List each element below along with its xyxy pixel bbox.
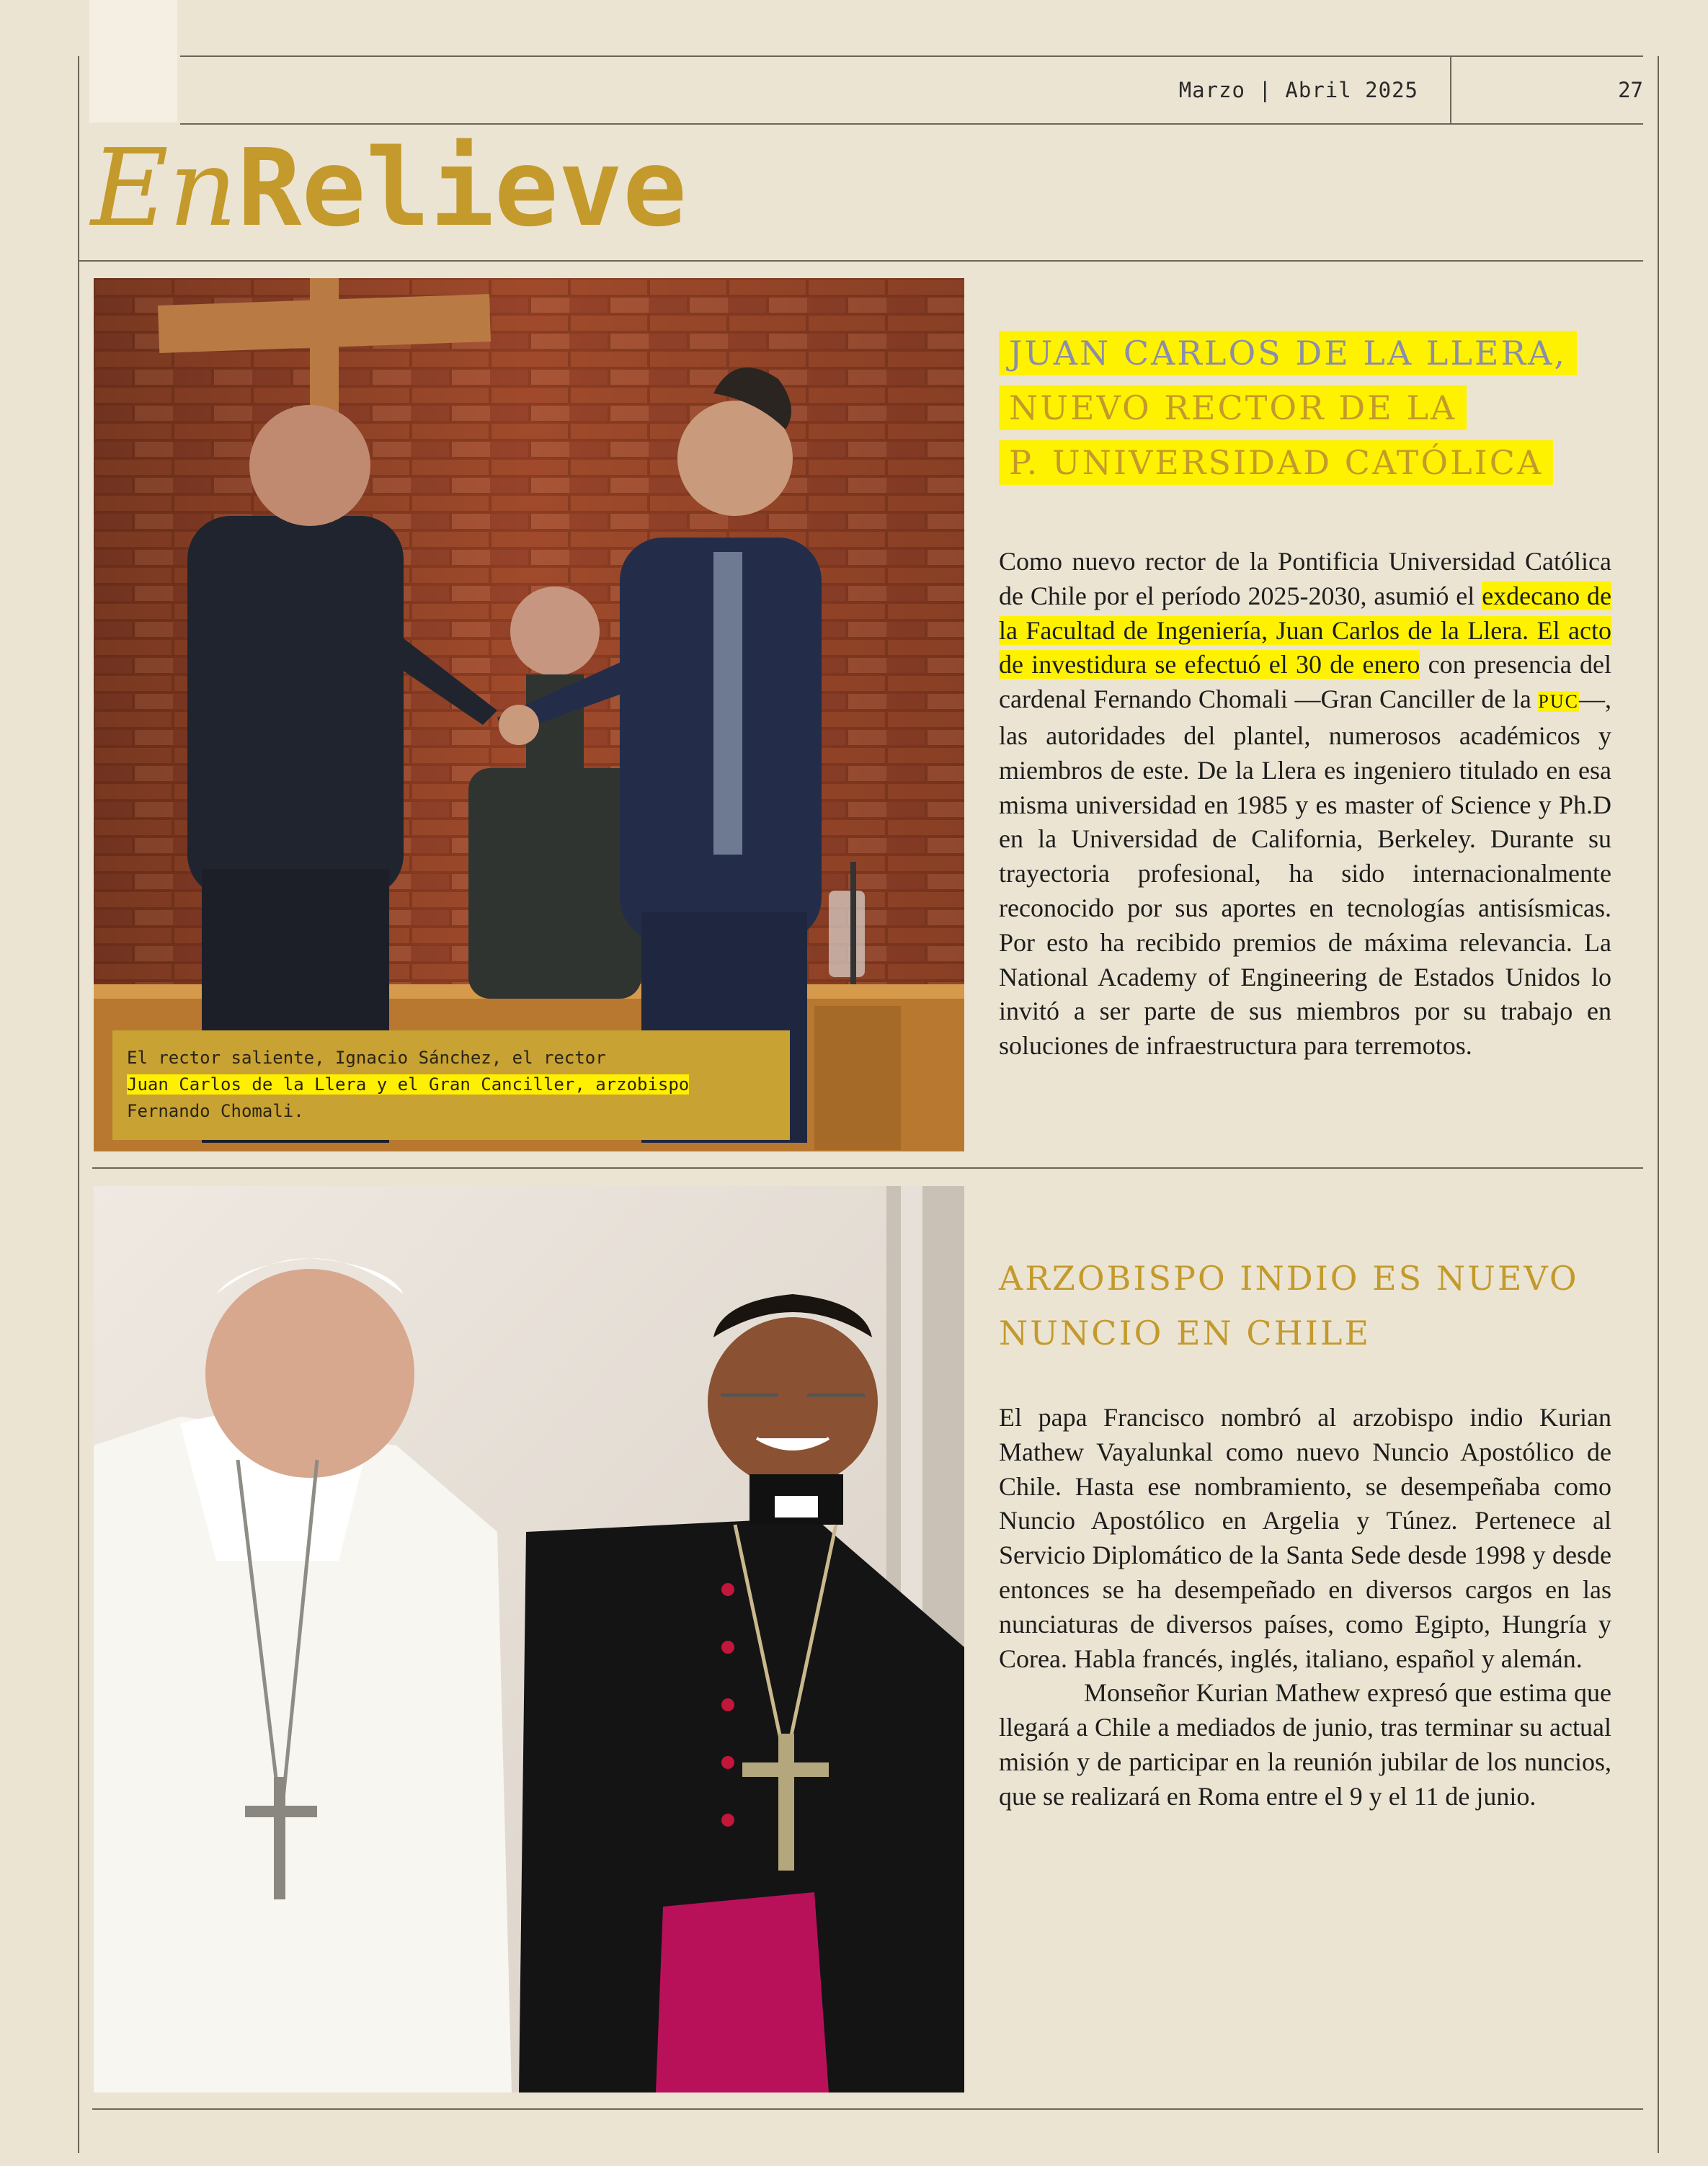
header-bottom-rule	[180, 123, 1643, 125]
brand-bottom-rule	[78, 260, 1643, 262]
article1-headline	[999, 326, 1633, 490]
article2-paragraph2: Monseñor Kurian Mathew expresó que estima que llegará a Chile a mediados de junio, tras terminar su actual misión y de participar en la reunión jubilar de los nuncios, que se realizará en Roma entre el 9 y el 11 de junio.	[999, 1678, 1611, 1811]
page-bottom-rule	[92, 2108, 1643, 2110]
article1-body	[999, 545, 1611, 1064]
body-text-d: —, las autoridades del plantel, numerosos académicos y miembros de este. De la Llera es ingeniero titulado en esa misma universidad en 1985 y es master of Science y Ph.D en la Universidad de California, Berkeley. Durante su trayectoria profesional, ha sido internacionalmente reconocido por sus aportes en tecnologías antisísmicas. Por esto ha recibido premios de máxima relevancia. La National Academy of Engineering de Estados Unidos lo invitó a ser parte de sus miembros por su trabajo en soluciones de infraestructura para terremotos.	[999, 685, 1611, 1061]
section-title-name: Relieve	[237, 126, 688, 250]
header-top-rule	[180, 55, 1643, 57]
pope-nuncio-photo	[94, 1186, 964, 2093]
frame-right-rule	[1658, 56, 1659, 2153]
section-title-prefix: En	[91, 126, 238, 250]
frame-left-rule	[78, 56, 79, 2153]
article2-paragraph1: El papa Francisco nombró al arzobispo indio Kurian Mathew Vayalunkal como nuevo Nuncio Apostólico de Chile. Hasta ese nombramiento, se desempeñaba como Nuncio Apostólico en Argelia y Túnez. Pertenece al Servicio Diplomático de la Santa Sede desde 1998 y desde entonces se ha desempeñado en diversos cargos en las nunciaturas de diversos países, como Egipto, Hungría y Corea. Habla francés, inglés, italiano, español y alemán.	[999, 1403, 1611, 1673]
page-number: 27	[1618, 78, 1643, 102]
article2-headline	[999, 1251, 1633, 1360]
corner-tab	[89, 0, 177, 122]
headline2-line2: NUNCIO EN CHILE	[999, 1314, 1371, 1352]
headline2-line1: ARZOBISPO INDIO ES NUEVO	[999, 1259, 1579, 1298]
photo-caption-line1: El rector saliente, Ignacio Sánchez, el rector	[127, 1048, 606, 1068]
issue-date: Marzo | Abril 2025	[1178, 78, 1418, 102]
article2-body	[999, 1401, 1611, 1814]
headline-line3: P. UNIVERSIDAD CATÓLICA	[999, 440, 1553, 485]
body-acronym: PUC	[1538, 691, 1579, 713]
section-title	[91, 127, 687, 249]
photo-caption	[112, 1030, 790, 1140]
photo-caption-line3: Fernando Chomali.	[127, 1101, 304, 1121]
headline-line2: NUEVO RECTOR DE LA	[999, 385, 1467, 430]
headline-line1: JUAN CARLOS DE LA LLERA,	[999, 331, 1577, 375]
body-text-highlight: exdecano de la Facultad de Ingeniería, Juan Carlos de la Llera. El acto de investidura se efectuó el 30 de enero	[999, 581, 1611, 679]
header-divider	[1450, 56, 1451, 124]
rector-handshake-photo	[94, 278, 964, 1151]
body-text-c: con presencia del cardenal Fernando Chomali —Gran Canciller de la	[999, 650, 1612, 714]
body-text-a: Como nuevo rector de la Pontificia Universidad Católica de Chile por el período 2025-2030, asumió el	[999, 547, 1611, 610]
section-divider	[92, 1167, 1643, 1169]
photo-caption-line2: Juan Carlos de la Llera y el Gran Canciller, arzobispo	[127, 1074, 690, 1095]
